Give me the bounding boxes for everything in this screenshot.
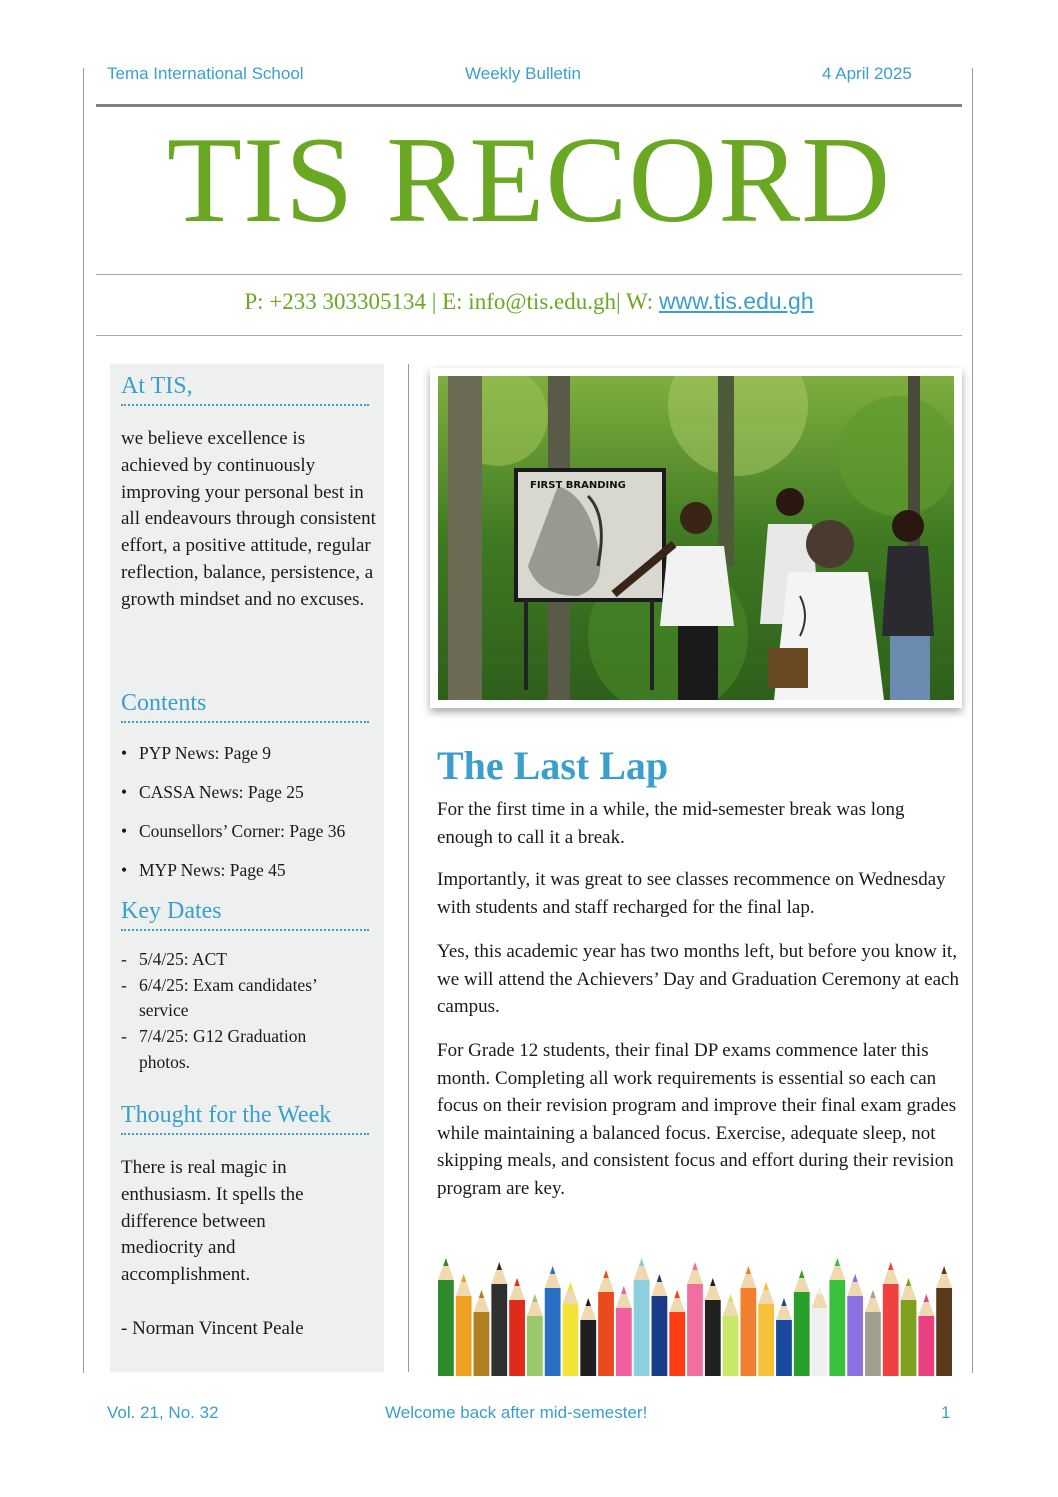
contact-email: | E: info@tis.edu.gh| <box>431 289 621 314</box>
page-border-right <box>972 68 973 1373</box>
sidebar <box>110 364 384 1372</box>
pencil <box>563 1282 579 1376</box>
pencil <box>758 1282 774 1376</box>
pencil <box>687 1262 703 1376</box>
at-tis-heading: At TIS, <box>121 373 369 406</box>
pencil <box>527 1294 543 1376</box>
pencil <box>918 1294 934 1376</box>
pencil <box>829 1258 845 1376</box>
bulletin-label: Weekly Bulletin <box>465 64 581 83</box>
column-divider <box>408 364 409 1372</box>
footer-page-number: 1 <box>941 1403 951 1422</box>
pencil <box>634 1258 650 1376</box>
contact-web-label: W: <box>625 289 654 314</box>
article-paragraph-4: For Grade 12 students, their final DP exams commence later this month. Completing all work requirements is essential so each can focus on their revision program and improve their final exam grades while maintaining a balanced focus. Exercise, adequate sleep, not skipping meals, and consistent focus and effort during their revision program are key. <box>437 1040 957 1199</box>
issue-date: 4 April 2025 <box>822 64 912 83</box>
pencil <box>740 1266 756 1376</box>
pencil <box>812 1286 828 1376</box>
sign-text: FIRST BRANDING <box>530 480 626 491</box>
key-date-item: - 5/4/25: ACT <box>121 949 227 969</box>
footer-volume: Vol. 21, No. 32 <box>107 1403 219 1422</box>
pencil <box>580 1298 596 1376</box>
colored-pencils-illustration <box>437 1240 953 1376</box>
key-date-item: - 7/4/25: G12 Graduation photos. <box>121 1026 307 1072</box>
pencil <box>491 1262 507 1376</box>
pencil <box>883 1262 899 1376</box>
article-paragraph-1: For the first time in a while, the mid-semester break was long enough to call it a break. <box>437 799 905 848</box>
pencil <box>652 1274 668 1376</box>
pencil <box>598 1270 614 1376</box>
at-tis-text: we believe excellence is achieved by continuously improving your personal best in all endeavours through consistent effort, a positive attitude, regular reflection, balance, persistence, a growth mindset and no excuses. <box>121 428 376 610</box>
contents-item: • Counsellors’ Corner: Page 36 <box>121 821 346 841</box>
pencil <box>794 1270 810 1376</box>
pencil <box>616 1286 632 1376</box>
pencil <box>545 1266 561 1376</box>
masthead-title: TIS RECORD <box>166 111 892 248</box>
contact-rule-bottom <box>96 335 962 336</box>
footer-message: Welcome back after mid-semester! <box>385 1403 648 1422</box>
pencil <box>456 1274 472 1376</box>
article-paragraph-3: Yes, this academic year has two months left, but before you know it, we will attend the Achievers’ Day and Graduation Ceremony at each campus. <box>437 941 959 1018</box>
pencil <box>847 1274 863 1376</box>
contents-item: • PYP News: Page 9 <box>121 743 272 763</box>
article-title: The Last Lap <box>437 743 669 788</box>
pencil <box>474 1290 490 1376</box>
thought-heading: Thought for the Week <box>121 1102 369 1135</box>
pencil <box>936 1266 952 1376</box>
pencil <box>776 1298 792 1376</box>
thought-quote: There is real magic in enthusiasm. It spells the difference between mediocrity and accomplishment. <box>121 1157 304 1286</box>
contents-item: • CASSA News: Page 25 <box>121 782 304 802</box>
key-date-item: - 6/4/25: Exam candidates’ service <box>121 974 317 1021</box>
header-rule <box>96 104 962 107</box>
pencil <box>705 1278 721 1376</box>
contact-line <box>96 288 962 315</box>
key-dates-heading: Key Dates <box>121 898 369 931</box>
page-border-left <box>83 68 84 1373</box>
pencil <box>509 1278 525 1376</box>
contact-phone: P: +233 303305134 <box>244 289 427 314</box>
pencil <box>723 1294 739 1376</box>
forest-class-photo <box>438 376 954 700</box>
contact-rule-top <box>96 274 962 275</box>
article-paragraph-2: Importantly, it was great to see classes recommence on Wednesday with students and staff recharged for the final lap. <box>437 869 946 918</box>
pencil <box>669 1290 685 1376</box>
school-name: Tema International School <box>107 64 304 83</box>
pencil <box>865 1290 881 1376</box>
contents-item: • MYP News: Page 45 <box>121 860 286 880</box>
key-dates-list <box>121 947 376 1076</box>
article-photo-frame <box>430 368 962 708</box>
pencil <box>438 1258 454 1376</box>
contents-heading: Contents <box>121 690 369 723</box>
thought-author: - Norman Vincent Peale <box>121 1318 304 1339</box>
website-link[interactable]: www.tis.edu.gh <box>658 288 814 314</box>
pencil <box>901 1278 917 1376</box>
